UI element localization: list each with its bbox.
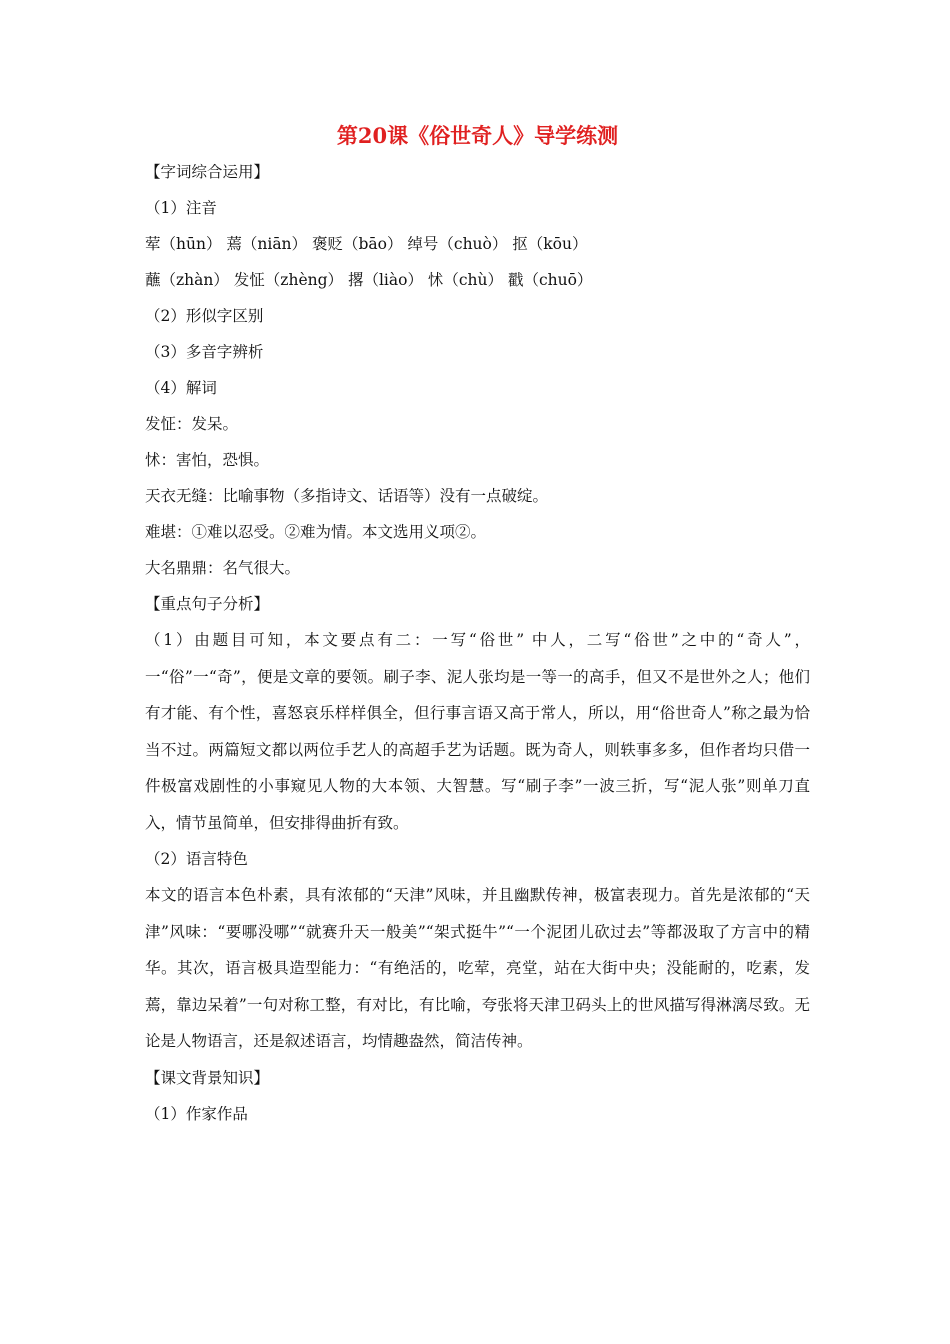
- page-title: 第20课《俗世奇人》导学练测: [336, 123, 619, 148]
- language-paragraph: 本文的语言本色朴素，具有浓郁的“天津”风味，并且幽默传神，极富表现力。首先是浓郁的“天津”风味：“要哪没哪”“就赛升天一般美”“架式挺牛”“一个泥团儿砍过去”等都汲取了方言中的精华。其次，语言极具造型能力：“有绝活的，吃荤，亮堂，站在大街中央；没能耐的，吃素，发蔫，靠边呆着”一句对称工整，有对比，有比喻，夸张将天津卫码头上的世风描写得淋漓尽致。无论是人物语言，还是叙述语言，均情趣盎然，简洁传神。: [145, 886, 810, 1050]
- section-heading-background: 【课文背景知识】: [145, 1068, 270, 1087]
- section-heading-vocabulary: 【字词综合运用】: [145, 163, 270, 181]
- definition-damingdingding: 大名鼎鼎：名气很大。: [145, 559, 301, 577]
- document-page: [145, 118, 810, 1132]
- subheading-author-works: （1）作家作品: [145, 1104, 248, 1123]
- subheading-language-features: （2）语言特色: [145, 850, 248, 868]
- subheading-pronunciation: （1）注音: [145, 199, 217, 217]
- analysis-paragraph: （1）由题目可知，本文要点有二：一写“俗世” 中人，二写“俗世”之中的“奇人”，一“俗”一“奇”，便是文章的要领。刷子李、泥人张均是一等一的高手，但又不是世外之人；他们有才能、有个性，喜怒哀乐样样俱全，但行事言语又高于常人，所以，用“俗世奇人”称之最为恰当不过。两篇短文都以两位手艺人的高超手艺为话题。既为奇人，则轶事多多，但作者均只借一件极富戏剧性的小事窥见人物的大本领、大智慧。写“刷子李”一波三折，写“泥人张”则单刀直入，情节虽简单，但安排得曲折有致。: [145, 631, 810, 832]
- section-heading-key-sentences: 【重点句子分析】: [145, 595, 270, 613]
- subheading-word-meanings: （4）解词: [145, 379, 217, 397]
- subheading-polyphones: （3）多音字辨析: [145, 343, 264, 361]
- pronunciation-row-2: 蘸（zhàn） 发怔（zhèng） 撂（liào） 怵（chù） 戳（chuō）: [145, 271, 593, 289]
- definition-tianyiwufeng: 天衣无缝：比喻事物（多指诗文、话语等）没有一点破绽。: [145, 487, 549, 505]
- definition-chu: 怵：害怕，恐惧。: [145, 451, 270, 469]
- definition-nankan: 难堪：①难以忍受。②难为情。本文选用义项②。: [145, 523, 487, 541]
- pronunciation-row-1: 荤（hūn） 蔫（niān） 褒贬（bāo） 绰号（chuò） 抠（kōu）: [145, 235, 588, 253]
- subheading-similar-chars: （2）形似字区别: [145, 307, 264, 325]
- definition-fazheng: 发怔：发呆。: [145, 415, 239, 433]
